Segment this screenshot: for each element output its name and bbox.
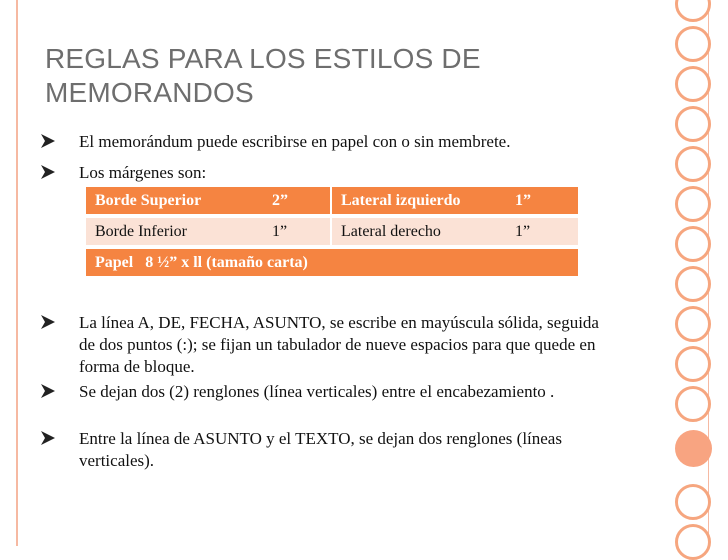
bullet-text: El memorándum puede escribirse en papel con o sin membrete. [79, 132, 511, 151]
table-row [86, 187, 578, 214]
arrow-bullet-icon [40, 430, 56, 446]
binder-rings [675, 0, 720, 546]
paper-size-cell: Papel 8 ½” x ll (tamaño carta) [86, 249, 578, 276]
bullet-text: Entre la línea de ASUNTO y el TEXTO, se dejan dos renglones (líneas verticales). [79, 429, 562, 470]
binder-ring [675, 386, 711, 422]
arrow-bullet-icon [40, 314, 56, 330]
arrow-bullet-icon [40, 383, 56, 399]
binder-ring-filled [675, 430, 712, 467]
cell-label: Borde Inferior [95, 223, 187, 240]
cell-label: Borde Superior [95, 192, 202, 209]
table-cell [86, 187, 330, 214]
cell-value: 1” [515, 192, 531, 209]
table-row [86, 249, 578, 276]
left-border-rule [16, 0, 18, 546]
cell-label: Lateral izquierdo [341, 192, 461, 209]
binder-ring [675, 146, 711, 182]
table-row [86, 218, 578, 245]
table-cell [86, 218, 330, 245]
binder-ring [675, 484, 711, 520]
binder-ring [675, 66, 711, 102]
arrow-bullet-icon [40, 133, 56, 149]
binder-ring [675, 306, 711, 342]
cell-value: 1” [272, 223, 288, 240]
bullet-text: La línea A, DE, FECHA, ASUNTO, se escribe en mayúscula sólida, seguida de dos puntos (:); se fijan un tabulador de nueve espacios para que quede en forma de bloque. [79, 313, 599, 376]
bullet-text: Se dejan dos (2) renglones (línea verticales) entre el encabezamiento . [79, 382, 555, 401]
table-cell [332, 218, 578, 245]
binder-ring [675, 524, 711, 560]
cell-value: 1” [515, 223, 531, 240]
cell-label: Lateral derecho [341, 223, 441, 240]
binder-ring [675, 26, 711, 62]
cell-value: 2” [272, 192, 288, 209]
table-cell [332, 187, 578, 214]
binder-ring [675, 106, 711, 142]
binder-ring [675, 266, 711, 302]
bullet-text: Los márgenes son: [79, 163, 207, 182]
slide-title: REGLAS PARA LOS ESTILOS DE MEMORANDOS [45, 43, 481, 108]
binder-ring [675, 346, 711, 382]
binder-ring [675, 226, 711, 262]
binder-ring [675, 186, 711, 222]
binder-ring [675, 0, 711, 22]
arrow-bullet-icon [40, 164, 56, 180]
